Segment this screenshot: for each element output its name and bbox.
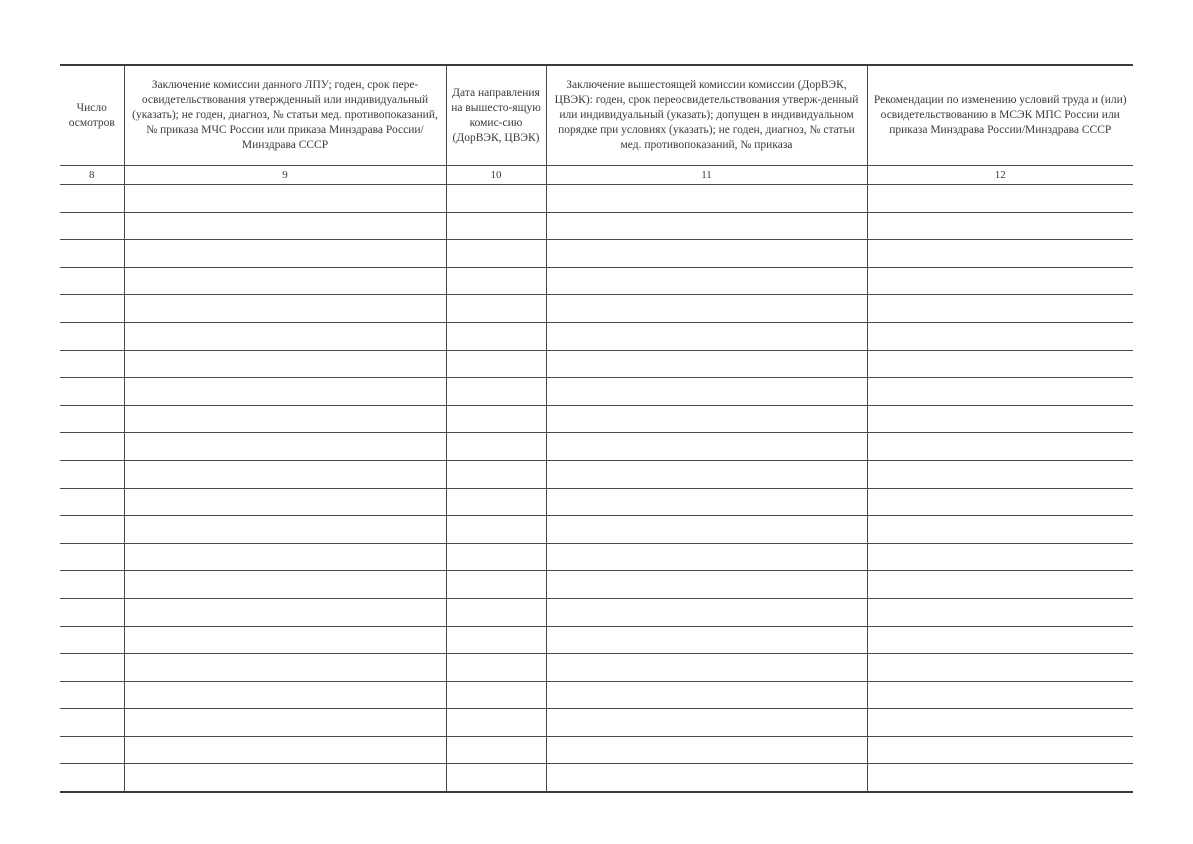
cell-local-conclusion[interactable]	[124, 378, 446, 406]
cell-exam-count[interactable]	[60, 488, 124, 516]
table-row	[60, 543, 1133, 571]
medical-commission-table	[60, 64, 1133, 793]
cell-referral-date[interactable]	[446, 571, 546, 599]
cell-recommendations[interactable]	[867, 598, 1133, 626]
cell-local-conclusion[interactable]	[124, 654, 446, 682]
cell-local-conclusion[interactable]	[124, 709, 446, 737]
cell-referral-date[interactable]	[446, 709, 546, 737]
cell-higher-conclusion[interactable]	[546, 543, 867, 571]
cell-referral-date[interactable]	[446, 267, 546, 295]
cell-referral-date[interactable]	[446, 598, 546, 626]
table-row	[60, 736, 1133, 764]
cell-higher-conclusion[interactable]	[546, 488, 867, 516]
table-row	[60, 598, 1133, 626]
cell-local-conclusion[interactable]	[124, 322, 446, 350]
table-row	[60, 764, 1133, 792]
cell-exam-count[interactable]	[60, 764, 124, 792]
table-row	[60, 488, 1133, 516]
cell-recommendations[interactable]	[867, 350, 1133, 378]
cell-higher-conclusion[interactable]	[546, 709, 867, 737]
cell-referral-date[interactable]	[446, 654, 546, 682]
cell-exam-count[interactable]	[60, 378, 124, 406]
header-local-conclusion: Заключение комиссии данного ЛПУ; годен, срок пере-освидетельствования утвержденный или индивидуальный (указать); не годен, диагноз, № статьи мед. противопоказаний, № приказа МЧС России или приказа Минздрава России/Минздрава СССР	[124, 65, 446, 166]
cell-local-conclusion[interactable]	[124, 212, 446, 240]
cell-higher-conclusion[interactable]	[546, 405, 867, 433]
cell-local-conclusion[interactable]	[124, 185, 446, 213]
cell-recommendations[interactable]	[867, 322, 1133, 350]
cell-higher-conclusion[interactable]	[546, 681, 867, 709]
cell-recommendations[interactable]	[867, 185, 1133, 213]
header-exam-count: Число осмотров	[60, 65, 124, 166]
column-number: 11	[546, 166, 867, 185]
table-row	[60, 433, 1133, 461]
cell-local-conclusion[interactable]	[124, 460, 446, 488]
cell-referral-date[interactable]	[446, 433, 546, 461]
cell-referral-date[interactable]	[446, 212, 546, 240]
column-number-row	[60, 166, 1133, 185]
column-number: 8	[60, 166, 124, 185]
cell-higher-conclusion[interactable]	[546, 571, 867, 599]
cell-exam-count[interactable]	[60, 460, 124, 488]
table-row	[60, 460, 1133, 488]
cell-exam-count[interactable]	[60, 433, 124, 461]
table-row	[60, 322, 1133, 350]
cell-recommendations[interactable]	[867, 240, 1133, 268]
table-row	[60, 681, 1133, 709]
cell-recommendations[interactable]	[867, 460, 1133, 488]
cell-exam-count[interactable]	[60, 185, 124, 213]
cell-local-conclusion[interactable]	[124, 598, 446, 626]
cell-local-conclusion[interactable]	[124, 764, 446, 792]
cell-exam-count[interactable]	[60, 267, 124, 295]
cell-recommendations[interactable]	[867, 267, 1133, 295]
cell-recommendations[interactable]	[867, 212, 1133, 240]
cell-exam-count[interactable]	[60, 736, 124, 764]
table-row	[60, 626, 1133, 654]
table-row	[60, 185, 1133, 213]
cell-exam-count[interactable]	[60, 543, 124, 571]
cell-recommendations[interactable]	[867, 571, 1133, 599]
cell-higher-conclusion[interactable]	[546, 185, 867, 213]
cell-exam-count[interactable]	[60, 240, 124, 268]
cell-referral-date[interactable]	[446, 460, 546, 488]
cell-higher-conclusion[interactable]	[546, 736, 867, 764]
table-row	[60, 267, 1133, 295]
cell-higher-conclusion[interactable]	[546, 240, 867, 268]
cell-referral-date[interactable]	[446, 681, 546, 709]
cell-referral-date[interactable]	[446, 322, 546, 350]
header-higher-conclusion: Заключение вышестоящей комиссии комиссии (ДорВЭК, ЦВЭК): годен, срок переосвидетельствования утверж-денный или индивидуальный (указать); допущен в индивидуальном порядке при условиях (указать); не годен, диагноз, № статьи мед. противопоказаний, № приказа	[546, 65, 867, 166]
cell-referral-date[interactable]	[446, 405, 546, 433]
cell-recommendations[interactable]	[867, 378, 1133, 406]
cell-exam-count[interactable]	[60, 598, 124, 626]
cell-higher-conclusion[interactable]	[546, 654, 867, 682]
table-row	[60, 516, 1133, 544]
cell-recommendations[interactable]	[867, 516, 1133, 544]
cell-higher-conclusion[interactable]	[546, 516, 867, 544]
header-row	[60, 65, 1133, 166]
cell-exam-count[interactable]	[60, 654, 124, 682]
cell-local-conclusion[interactable]	[124, 350, 446, 378]
cell-referral-date[interactable]	[446, 488, 546, 516]
table-row	[60, 350, 1133, 378]
cell-referral-date[interactable]	[446, 350, 546, 378]
table-row	[60, 240, 1133, 268]
cell-recommendations[interactable]	[867, 736, 1133, 764]
cell-higher-conclusion[interactable]	[546, 295, 867, 323]
cell-referral-date[interactable]	[446, 543, 546, 571]
cell-recommendations[interactable]	[867, 626, 1133, 654]
cell-referral-date[interactable]	[446, 240, 546, 268]
cell-referral-date[interactable]	[446, 764, 546, 792]
cell-local-conclusion[interactable]	[124, 405, 446, 433]
header-recommendations: Рекомендации по изменению условий труда и (или) освидетельствованию в МСЭК МПС России или приказа Минздрава России/Минздрава СССР	[867, 65, 1133, 166]
column-number: 10	[446, 166, 546, 185]
column-number: 9	[124, 166, 446, 185]
cell-higher-conclusion[interactable]	[546, 764, 867, 792]
cell-recommendations[interactable]	[867, 433, 1133, 461]
table-row	[60, 212, 1133, 240]
cell-local-conclusion[interactable]	[124, 516, 446, 544]
cell-recommendations[interactable]	[867, 488, 1133, 516]
cell-local-conclusion[interactable]	[124, 433, 446, 461]
table-row	[60, 654, 1133, 682]
cell-exam-count[interactable]	[60, 405, 124, 433]
column-number: 12	[867, 166, 1133, 185]
cell-exam-count[interactable]	[60, 571, 124, 599]
cell-local-conclusion[interactable]	[124, 240, 446, 268]
cell-higher-conclusion[interactable]	[546, 598, 867, 626]
cell-higher-conclusion[interactable]	[546, 267, 867, 295]
cell-referral-date[interactable]	[446, 626, 546, 654]
cell-recommendations[interactable]	[867, 709, 1133, 737]
cell-local-conclusion[interactable]	[124, 543, 446, 571]
cell-referral-date[interactable]	[446, 185, 546, 213]
table-row	[60, 405, 1133, 433]
cell-exam-count[interactable]	[60, 516, 124, 544]
table-row	[60, 709, 1133, 737]
cell-exam-count[interactable]	[60, 322, 124, 350]
cell-recommendations[interactable]	[867, 654, 1133, 682]
cell-exam-count[interactable]	[60, 681, 124, 709]
cell-exam-count[interactable]	[60, 295, 124, 323]
cell-local-conclusion[interactable]	[124, 267, 446, 295]
cell-recommendations[interactable]	[867, 681, 1133, 709]
cell-higher-conclusion[interactable]	[546, 433, 867, 461]
cell-recommendations[interactable]	[867, 405, 1133, 433]
table-row	[60, 378, 1133, 406]
table-row	[60, 295, 1133, 323]
cell-higher-conclusion[interactable]	[546, 322, 867, 350]
cell-higher-conclusion[interactable]	[546, 626, 867, 654]
cell-recommendations[interactable]	[867, 295, 1133, 323]
cell-local-conclusion[interactable]	[124, 681, 446, 709]
cell-local-conclusion[interactable]	[124, 571, 446, 599]
cell-referral-date[interactable]	[446, 378, 546, 406]
table-body	[60, 185, 1133, 793]
cell-referral-date[interactable]	[446, 516, 546, 544]
cell-recommendations[interactable]	[867, 764, 1133, 792]
cell-local-conclusion[interactable]	[124, 295, 446, 323]
cell-referral-date[interactable]	[446, 295, 546, 323]
cell-higher-conclusion[interactable]	[546, 378, 867, 406]
cell-higher-conclusion[interactable]	[546, 460, 867, 488]
cell-exam-count[interactable]	[60, 626, 124, 654]
cell-higher-conclusion[interactable]	[546, 212, 867, 240]
cell-exam-count[interactable]	[60, 350, 124, 378]
header-referral-date: Дата направления на вышесто-ящую комис-сию (ДорВЭК, ЦВЭК)	[446, 65, 546, 166]
cell-recommendations[interactable]	[867, 543, 1133, 571]
table-row	[60, 571, 1133, 599]
cell-local-conclusion[interactable]	[124, 488, 446, 516]
cell-higher-conclusion[interactable]	[546, 350, 867, 378]
cell-referral-date[interactable]	[446, 736, 546, 764]
cell-local-conclusion[interactable]	[124, 626, 446, 654]
cell-local-conclusion[interactable]	[124, 736, 446, 764]
cell-exam-count[interactable]	[60, 709, 124, 737]
cell-exam-count[interactable]	[60, 212, 124, 240]
